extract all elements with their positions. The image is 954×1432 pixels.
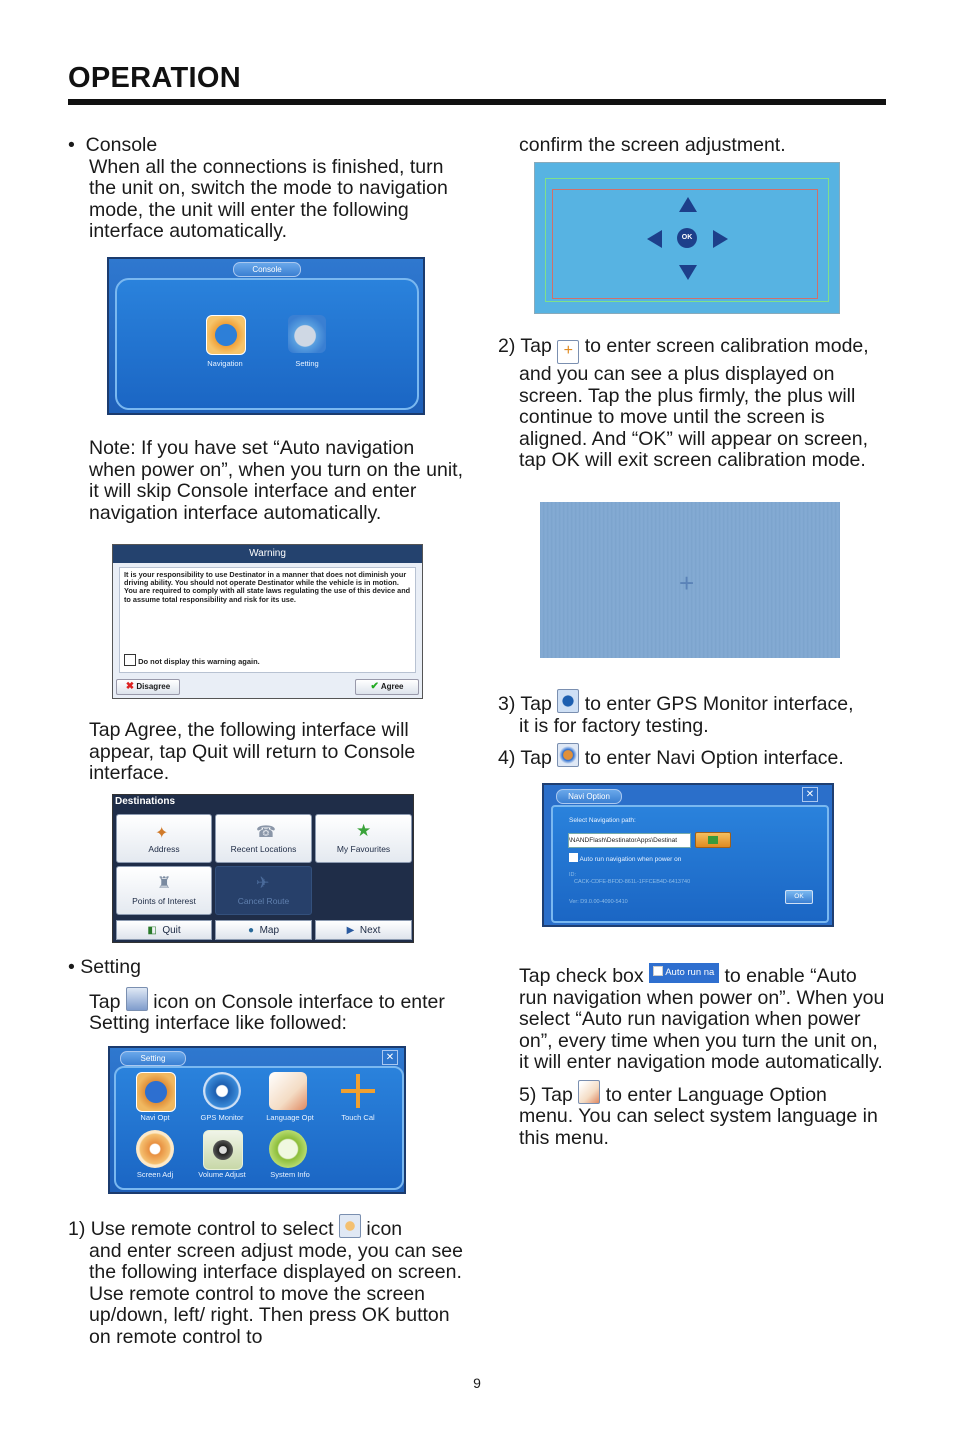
select-path-label: Select Navigation path: [569,817,636,824]
language-opt-label: Language Opt [266,1113,314,1122]
checkbox-image-label: Auto run na [665,967,715,978]
agree-button[interactable] [355,679,419,695]
setting-section [68,957,463,1035]
poi-tile[interactable] [116,866,212,915]
step2-section [498,336,893,472]
next-label: Next [359,925,381,936]
map-label: Map [259,925,280,936]
navi-opt-label: Navi Opt [140,1113,170,1122]
poi-label: Points of Interest [132,896,196,906]
step3-text-a: 3) Tap [498,693,552,715]
check-icon: ✔ [370,681,379,692]
auto-run-checkbox-image [649,963,719,983]
id-line: ID: [569,872,577,878]
next-button[interactable] [315,920,412,940]
setting-title: Setting [120,1051,186,1066]
step4-text-b: to enter Navi Option interface. [584,747,844,769]
recent-icon: ☎ [256,824,276,841]
console-section [68,135,463,243]
recent-label: Recent Locations [230,844,297,854]
folder-icon [708,836,718,844]
warning-body [119,567,416,673]
console-panel [115,278,419,410]
step4-text-a: 4) Tap [498,747,552,769]
step3-text-c: it is for factory testing. [519,714,709,737]
quit-label: Quit [162,925,181,936]
step2-text-c: and you can see a plus displayed on screen. Tap the plus firmly, the plus will continue to move until the screen is aligned. And “OK” will appear on screen, tap OK will exit screen calibration mode. [519,363,869,471]
volume-adjust-label: Volume Adjust [198,1170,246,1179]
console-title: Console [233,262,301,277]
globe-icon: ● [247,925,255,936]
calibration-plus[interactable]: + [679,568,695,598]
checkbox-text-c: run navigation when power on”. When you select “Auto run navigation when power on”, every time when you turn the unit on, it will enter navigation mode automatically. [519,986,885,1073]
step5-text-b: to enter Language Option [605,1083,827,1106]
map-button[interactable] [215,920,312,940]
touch-cal-inline-icon: + [557,340,579,364]
checkbox-text-b: to enable “Auto [724,965,857,987]
setting-heading: • Setting [68,956,141,978]
setting-label: Setting [295,359,319,368]
touch-cal-icon[interactable] [339,1072,377,1110]
quit-icon: ◧ [147,925,157,936]
x-icon: ✖ [125,681,135,692]
checkbox-icon [653,966,663,976]
favourites-label: My Favourites [336,844,391,854]
setting-inline-icon [126,987,148,1011]
navi-option-title: Navi Option [556,789,622,804]
close-icon[interactable]: ✕ [382,1050,398,1065]
version-line: Ver: D9.0.00-4090-5410 [569,899,628,905]
poi-icon: ♜ [157,875,172,892]
favourites-tile[interactable] [315,814,412,863]
setting-screenshot [108,1046,406,1194]
page-title: OPERATION [68,62,241,94]
checkbox-section [519,963,891,1149]
id-value: CACK-CDFE-BFDD-861L-1FFCEB4D-6413740 [574,879,691,885]
auto-run-row[interactable] [569,853,681,863]
gps-monitor-label: GPS Monitor [200,1113,244,1122]
screen-adj-inline-icon [339,1214,361,1238]
step3-section [498,689,893,770]
auto-run-label: Auto run navigation when power on [579,856,682,863]
step3-text-b: to enter GPS Monitor interface, [584,693,854,715]
address-label: Address [148,844,180,854]
disagree-button[interactable] [116,679,180,695]
touch-cal-label: Touch Cal [341,1113,375,1122]
page-number: 9 [473,1375,481,1391]
up-arrow-icon[interactable] [679,197,697,212]
disagree-label: Disagree [136,682,171,691]
console-heading: Console [85,134,158,156]
system-info-label: System Info [270,1170,310,1179]
calibration-screenshot [540,502,840,658]
language-inline-icon [578,1080,600,1104]
agree-label: Agree [380,682,404,691]
auto-run-checkbox[interactable] [569,853,578,862]
address-tile[interactable] [116,814,212,863]
recent-locations-tile[interactable] [215,814,312,863]
navi-opt-inline-icon [557,743,579,767]
navigation-icon[interactable] [206,315,246,355]
step5-text-c: menu. You can select system language in this menu. [519,1105,878,1149]
checkbox[interactable] [124,654,136,666]
language-opt-icon[interactable] [269,1072,307,1110]
system-info-icon[interactable] [269,1130,307,1168]
console-screenshot [107,257,425,415]
navi-option-screenshot [542,783,834,927]
step2-text-b: to enter screen calibration mode, [584,335,869,357]
next-arrow-icon: ▶ [346,925,355,936]
navi-opt-icon[interactable] [136,1072,176,1112]
screen-adjust-screenshot [534,162,840,314]
destinations-screenshot [112,794,414,943]
address-icon: ✦ [155,825,169,842]
browse-folder-button[interactable] [695,832,731,848]
console-text: When all the connections is finished, turn the unit on, switch the mode to navigation mode, the unit will enter the following interface automatically. [89,155,448,242]
destinations-title: Destinations [115,796,176,807]
agree-text: Tap Agree, the following interface will appear, tap Quit will return to Console interface. [89,719,416,784]
step1-section [68,1214,463,1348]
left-arrow-icon[interactable] [647,230,662,248]
down-arrow-icon[interactable] [679,265,697,280]
bullet: • [68,134,75,156]
warning-checkbox-label: Do not display this warning again. [138,656,260,666]
gps-inline-icon [557,689,579,713]
cancel-route-label: Cancel Route [237,896,290,906]
warning-checkbox-row[interactable] [124,654,260,666]
screen-adj-label: Screen Adj [136,1170,174,1179]
ok-button[interactable]: OK [677,228,697,248]
confirm-text: confirm the screen adjustment. [519,134,786,156]
navi-ok-button[interactable]: OK [785,890,813,904]
step1-text-a: 1) Use remote control to select [68,1218,334,1240]
setting-text-b: icon on Console interface to enter Setting interface like followed: [89,990,445,1034]
step1-text-c: and enter screen adjust mode, you can see the following interface displayed on screen. Use remote control to move the screen up/down, left/ right. Then press OK button on remote control to [89,1239,463,1348]
setting-text-a: Tap [89,990,121,1013]
step5-text-a: 5) Tap [519,1083,573,1106]
cancel-route-icon: ✈ [256,875,270,892]
navigation-path-input[interactable]: \NANDFlash\DestinatorApps\Destinat [568,833,691,848]
screen-adj-icon[interactable] [136,1130,174,1168]
header-rule [68,99,886,105]
setting-icon[interactable] [288,315,326,353]
checkbox-text-a: Tap check box [519,965,644,987]
step1-text-b: icon [366,1218,403,1240]
warning-title: Warning [113,545,422,563]
navigation-label: Navigation [207,359,243,368]
warning-screenshot [112,544,423,699]
cancel-route-tile[interactable] [215,866,312,915]
close-icon[interactable]: ✕ [802,787,818,802]
step2-text-a: 2) Tap [498,335,552,357]
gps-monitor-icon[interactable] [203,1072,241,1110]
note-text: Note: If you have set “Auto navigation when power on”, when you turn on the unit, it will skip Console interface and enter navigation interface automatically. [89,437,463,524]
quit-button[interactable] [116,920,212,940]
warning-message: It is your responsibility to use Destinator in a manner that does not diminish your driving ability. You should not operate Destinator while the vehicle is in motion. You are required to comply with all state laws regulating the use of this device and to assume total responsibility and risk for its use. [124,570,411,604]
right-arrow-icon[interactable] [713,230,728,248]
star-icon: ★ [356,821,372,840]
volume-adjust-icon[interactable] [203,1130,243,1170]
